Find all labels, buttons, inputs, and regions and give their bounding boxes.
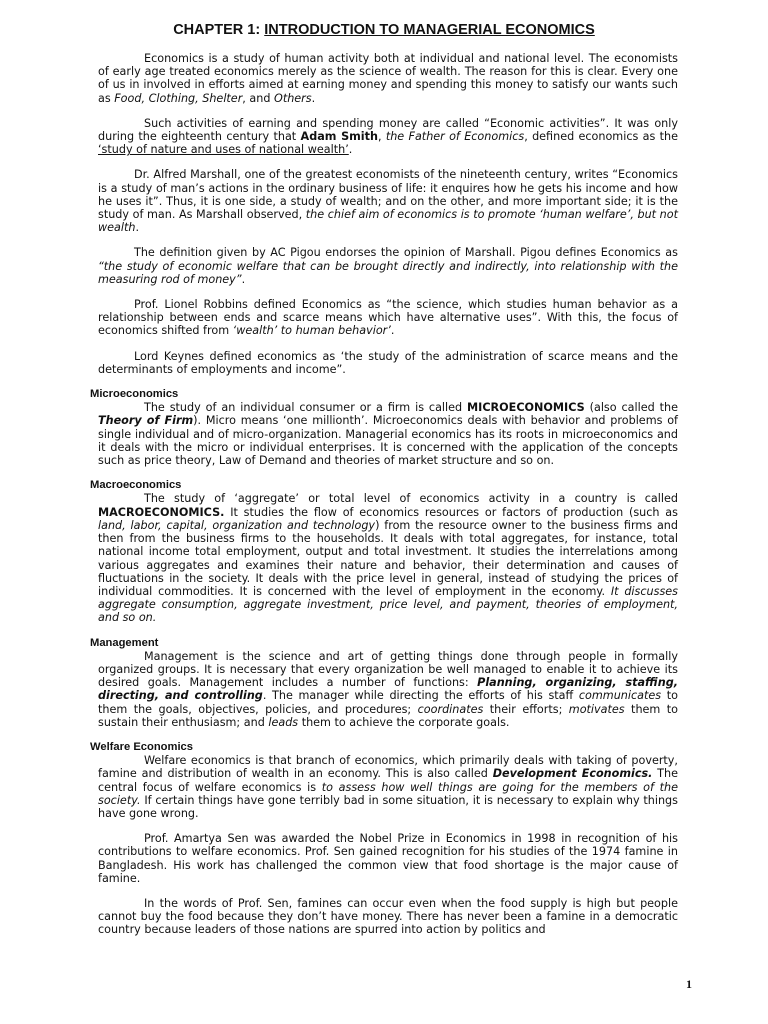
text-run: It studies the flow of economics resources or factors of production (such as [224, 505, 678, 519]
text-run: Planning, organizing, staffing, directing, and controlling [98, 676, 678, 703]
text-run: ). Micro means ‘one millionth’. Microeconomics deals with behavior and problems of single individual and of micro-organization. Managerial economics has its roots in microeconomics and it deals with the micro or individual enterprises. It is concerned with the application of the concepts such as price theory, Law of Demand and theories of market structure and so on. [98, 414, 678, 468]
intro-paragraph-3 [98, 168, 678, 234]
intro-paragraph-5 [98, 298, 678, 338]
text-run: , defined economics as the [524, 130, 678, 144]
text-run: (also called the [584, 401, 678, 415]
text-run: the chief aim of economics is to promote ‘human welfare’, but not wealth [98, 208, 678, 235]
text-run: Prof. Amartya Sen was awarded the Nobel Prize in Economics in 1998 in recognition of his contributions to welfare economics. Prof. Sen gained recognition for his studies of the 1974 famine in Bangladesh. His work has challenged the common view that food shortage is the major cause of famine. [98, 832, 678, 885]
text-run: Food, Clothing, Shelter [114, 91, 243, 105]
text-run: Theory of Firm [98, 414, 194, 428]
intro-paragraph-4 [98, 246, 678, 286]
text-run: coordinates [417, 702, 484, 716]
text-run: Lord Keynes defined economics as ‘the study of the administration of scarce means and the determinants of employments and income”. [98, 349, 678, 376]
text-run: Prof. Lionel Robbins defined Economics as “the science, which studies human behavior as a relationship between ends and scarce means which have alternative uses”. With this, the focus of economics shifted from [98, 298, 678, 338]
text-run: motivates [568, 702, 625, 716]
text-run: The study of ‘aggregate’ or total level of economics activity in a country is called [144, 492, 678, 506]
text-run: ‘wealth’ to human behavior’ [232, 324, 391, 338]
text-run: to them the goals, objectives, policies, and procedures; [98, 689, 678, 716]
chapter-title-text: INTRODUCTION TO MANAGERIAL ECONOMICS [264, 22, 595, 38]
section-heading-welfare-economics: Welfare Economics [90, 740, 194, 753]
microeconomics-paragraph [98, 401, 678, 467]
text-run: ‘study of nature and uses of national wealth’ [98, 143, 349, 157]
section-heading-management: Management [90, 636, 159, 649]
text-run: Welfare economics is that branch of economics, which primarily deals with taking of poverty, famine and distribution of wealth in an economy. This is also called [98, 754, 678, 781]
chapter-title-prefix: CHAPTER 1: [173, 22, 265, 38]
text-run: Dr. Alfred Marshall, one of the greatest economists of the nineteenth century, writes “Economics is a study of man’s actions in the ordinary business of life: it enquires how he gets his income and how he uses it”. Thus, it is one side, a study of wealth; and on the other, and more important side; it is the study of man. As Marshall observed, [98, 168, 678, 222]
text-run: . The manager while directing the efforts of his staff [262, 689, 579, 703]
document-body [90, 52, 678, 937]
text-run: Development Economics. [492, 767, 653, 781]
text-run: The definition given by AC Pigou endorses the opinion of Marshall. Pigou defines Economics as [134, 246, 678, 260]
text-run: the Father of Economics [385, 130, 525, 144]
intro-paragraph-2 [98, 117, 678, 157]
welfare-paragraph-2 [98, 832, 678, 885]
text-run: . [241, 272, 246, 286]
management-paragraph [98, 650, 678, 729]
text-run: “the study of economic welfare that can be brought directly and indirectly, into relationship with the measuring rod of money” [98, 259, 678, 286]
text-run: . [348, 143, 353, 157]
text-run: If certain things have gone terribly bad in some situation, it is necessary to explain why things have gone wrong. [98, 793, 678, 820]
text-run: their efforts; [483, 702, 569, 716]
text-run: them to achieve the corporate goals. [298, 715, 510, 729]
text-run: . [390, 324, 395, 338]
text-run: , and [242, 91, 275, 105]
text-run: The central focus of welfare economics is [98, 767, 678, 794]
intro-paragraph-6 [98, 350, 678, 376]
text-run: leads [268, 715, 299, 729]
text-run: communicates [578, 689, 662, 703]
section-heading-microeconomics: Microeconomics [90, 388, 179, 401]
text-run: In the words of Prof. Sen, famines can occur even when the food supply is high but people cannot buy the food because they don’t have money. There has never been a famine in a democratic country because leaders of those nations are spurred into action by politics and [98, 896, 678, 937]
text-run: ) from the resource owner to the business firms and then from the business firms to the households. It deals with total aggregates, for instance, total national income total employment, output and total investment. It studies the interrelations among various aggregates and examines their nature and behavior, their determination and causes of fluctuations in the society. It deals with the price level in general, instead of studying the prices of individual commodities. It is concerned with the level of employment in the economy. [98, 518, 678, 598]
text-run: MICROECONOMICS [467, 401, 585, 415]
text-run: MACROECONOMICS. [98, 505, 225, 519]
text-run: Others [274, 91, 312, 105]
page-number: 1 [686, 977, 692, 991]
text-run: Such activities of earning and spending money are called “Economic activities”. It was only during the eighteenth century that [98, 116, 678, 144]
text-run: to assess how well things are going for the members of the society. [98, 780, 678, 807]
text-run: them to sustain their enthusiasm; and [98, 702, 678, 729]
text-run: Adam Smith [300, 130, 378, 144]
text-run: The study of an individual consumer or a firm is called [144, 401, 468, 415]
text-run: Economics is a study of human activity both at individual and national level. The economists of early age treated economics merely as the science of wealth. The reason for this is clear. Every one of us in involved in efforts aimed at earning money and spending this money to satisfy our wants such as [98, 52, 678, 105]
intro-paragraph-1 [98, 52, 678, 105]
text-run: . [311, 91, 316, 105]
text-run: , [377, 130, 386, 144]
text-run: . [135, 221, 140, 235]
section-heading-macroeconomics: Macroeconomics [90, 479, 182, 492]
text-run: It discusses aggregate consumption, aggregate investment, price level, and payment, theories of employment, and so on. [98, 584, 678, 625]
welfare-paragraph-1 [98, 754, 678, 820]
macroeconomics-paragraph [98, 492, 678, 624]
text-run: Management is the science and art of getting things done through people in formally organized groups. It is necessary that every organization be well managed to enable it to achieve its desired goals. Management includes a number of functions: [98, 649, 678, 690]
chapter-title [0, 22, 768, 38]
text-run: land, labor, capital, organization and technology [98, 518, 376, 532]
welfare-paragraph-3 [98, 897, 678, 937]
